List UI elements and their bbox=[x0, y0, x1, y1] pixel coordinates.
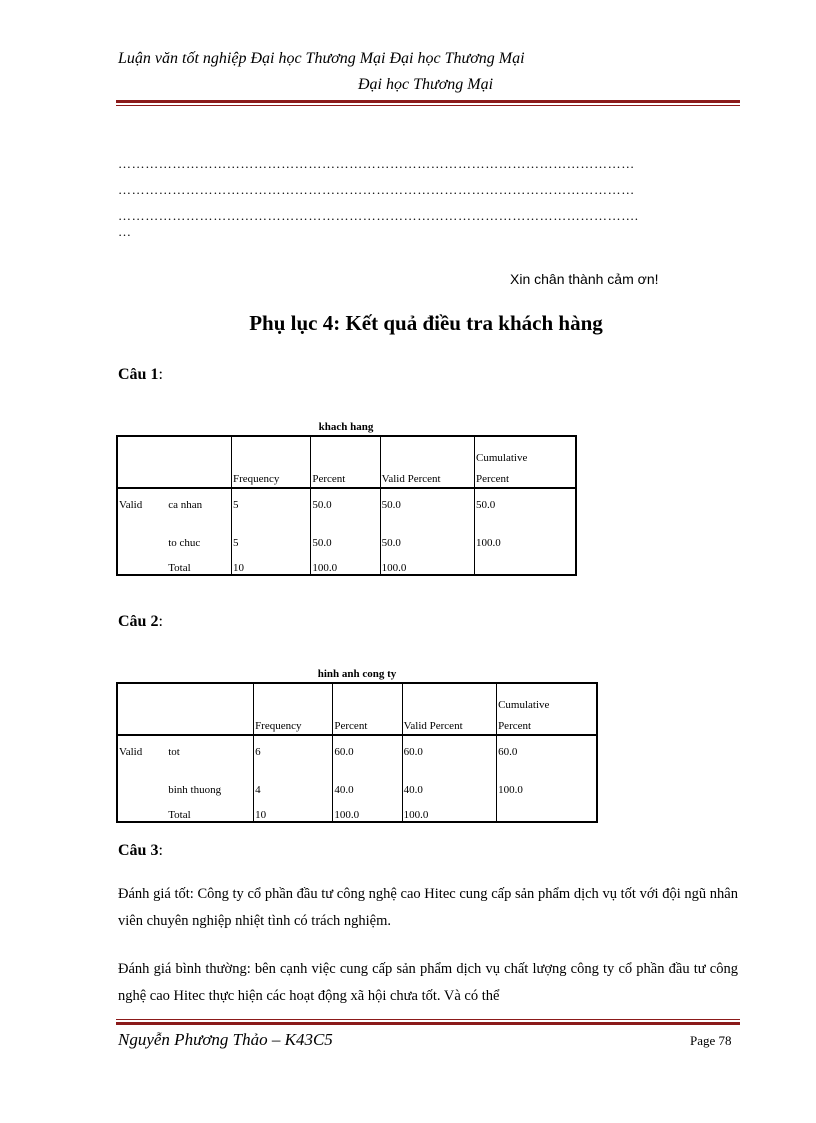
header-title-line1: Luận văn tốt nghiệp Đại học Thương Mại Đại học Thương Mại bbox=[118, 50, 525, 67]
footer-page-number: Page 78 bbox=[690, 1033, 732, 1048]
paragraph-good-rating: Đánh giá tốt: Công ty cổ phần đầu tư công nghệ cao Hitec cung cấp sản phẩm dịch vụ tốt với đội ngũ nhân viên chuyên nghiệp nhiệt tình có trách nghiệm. bbox=[118, 886, 738, 929]
table-1-corner bbox=[117, 436, 167, 488]
question-2-label: Câu 2 bbox=[118, 613, 159, 630]
table-2-col-cumulative bbox=[497, 683, 597, 735]
paragraph-normal-rating: Đánh giá bình thường: bên cạnh việc cung cấp sản phẩm dịch vụ chất lượng công ty cổ phần đầu tư công nghệ cao Hitec thực hiện các hoạt động xã hội chưa tốt. Và có thể bbox=[118, 961, 738, 1004]
table-1-group: Valid bbox=[119, 499, 143, 511]
row-label: to chuc bbox=[168, 537, 201, 549]
table-row bbox=[117, 735, 597, 771]
cell-valid-percent: 100.0 bbox=[402, 796, 496, 822]
table-1-col-frequency: Frequency bbox=[231, 436, 310, 488]
cell-frequency: 10 bbox=[254, 796, 333, 822]
page-title: Phụ lục 4: Kết quả điều tra khách hàng bbox=[249, 311, 603, 335]
table-row bbox=[117, 771, 597, 796]
row-label: Total bbox=[168, 562, 191, 574]
cell-frequency: 5 bbox=[231, 488, 310, 524]
cell-valid-percent: 100.0 bbox=[380, 549, 474, 575]
dotted-line-3: ……………………………………………………………………………………………………. bbox=[118, 208, 639, 223]
row-label: ca nhan bbox=[168, 499, 203, 511]
table-2-corner bbox=[167, 683, 253, 735]
table-row bbox=[117, 524, 576, 549]
header-rule-thin bbox=[116, 105, 740, 106]
row-label: Total bbox=[168, 809, 191, 821]
dotted-line-2: …………………………………………………………………………………………………… bbox=[118, 182, 635, 197]
cell-percent: 100.0 bbox=[333, 796, 402, 822]
table-2-group: Valid bbox=[119, 746, 143, 758]
header-title-line2: Đại học Thương Mại bbox=[358, 76, 494, 93]
cell-cumulative bbox=[475, 549, 576, 575]
cell-percent: 50.0 bbox=[311, 488, 380, 524]
question-3-label: Câu 3 bbox=[118, 842, 159, 859]
thanks-text: Xin chân thành cảm ơn! bbox=[510, 271, 659, 287]
cell-cumulative: 100.0 bbox=[497, 771, 597, 796]
table-1-col-valid-percent: Valid Percent bbox=[380, 436, 474, 488]
table-row bbox=[117, 488, 576, 524]
question-1-colon: : bbox=[158, 366, 163, 383]
cell-cumulative: 50.0 bbox=[475, 488, 576, 524]
question-2-heading bbox=[118, 613, 163, 631]
question-1-heading bbox=[118, 366, 163, 384]
table-1-col-cumulative-line2: Percent bbox=[476, 473, 510, 485]
question-3-colon: : bbox=[158, 842, 163, 859]
table-1-caption: khach hang bbox=[318, 421, 374, 433]
table-row bbox=[117, 796, 597, 822]
footer-author: Nguyễn Phương Thảo – K43C5 bbox=[118, 1030, 333, 1049]
question-1-label: Câu 1 bbox=[118, 366, 159, 383]
table-2-col-cumulative-line1: Cumulative bbox=[498, 699, 550, 711]
cell-frequency: 6 bbox=[254, 735, 333, 771]
cell-cumulative bbox=[497, 796, 597, 822]
table-1-header-row bbox=[117, 436, 576, 488]
cell-frequency: 5 bbox=[231, 524, 310, 549]
header-rule-thick bbox=[116, 100, 740, 103]
question-3-heading bbox=[118, 842, 163, 860]
table-2-caption: hinh anh cong ty bbox=[317, 668, 397, 680]
table-1 bbox=[116, 435, 577, 576]
table-2-col-cumulative-line2: Percent bbox=[498, 720, 532, 732]
cell-valid-percent: 50.0 bbox=[380, 488, 474, 524]
table-1-col-cumulative-line1: Cumulative bbox=[476, 452, 528, 464]
cell-percent: 40.0 bbox=[333, 771, 402, 796]
dotted-line-1: …………………………………………………………………………………………………… bbox=[118, 156, 635, 171]
question-2-colon: : bbox=[158, 613, 163, 630]
table-1-col-percent: Percent bbox=[311, 436, 380, 488]
table-2-col-percent: Percent bbox=[333, 683, 402, 735]
cell-percent: 100.0 bbox=[311, 549, 380, 575]
table-2-col-valid-percent: Valid Percent bbox=[402, 683, 496, 735]
cell-percent: 60.0 bbox=[333, 735, 402, 771]
cell-frequency: 4 bbox=[254, 771, 333, 796]
cell-valid-percent: 40.0 bbox=[402, 771, 496, 796]
table-1-corner bbox=[167, 436, 231, 488]
footer-rule-thin bbox=[116, 1019, 740, 1020]
cell-cumulative: 60.0 bbox=[497, 735, 597, 771]
table-2-col-frequency: Frequency bbox=[254, 683, 333, 735]
table-2 bbox=[116, 682, 598, 823]
cell-valid-percent: 50.0 bbox=[380, 524, 474, 549]
cell-percent: 50.0 bbox=[311, 524, 380, 549]
cell-frequency: 10 bbox=[231, 549, 310, 575]
table-row bbox=[117, 549, 576, 575]
table-2-corner bbox=[117, 683, 167, 735]
footer-rule-thick bbox=[116, 1022, 740, 1025]
table-1-col-cumulative bbox=[475, 436, 576, 488]
row-label: tot bbox=[168, 746, 180, 758]
cell-valid-percent: 60.0 bbox=[402, 735, 496, 771]
row-label: binh thuong bbox=[168, 784, 222, 796]
cell-cumulative: 100.0 bbox=[475, 524, 576, 549]
dotted-line-4: … bbox=[118, 224, 131, 239]
table-2-header-row bbox=[117, 683, 597, 735]
